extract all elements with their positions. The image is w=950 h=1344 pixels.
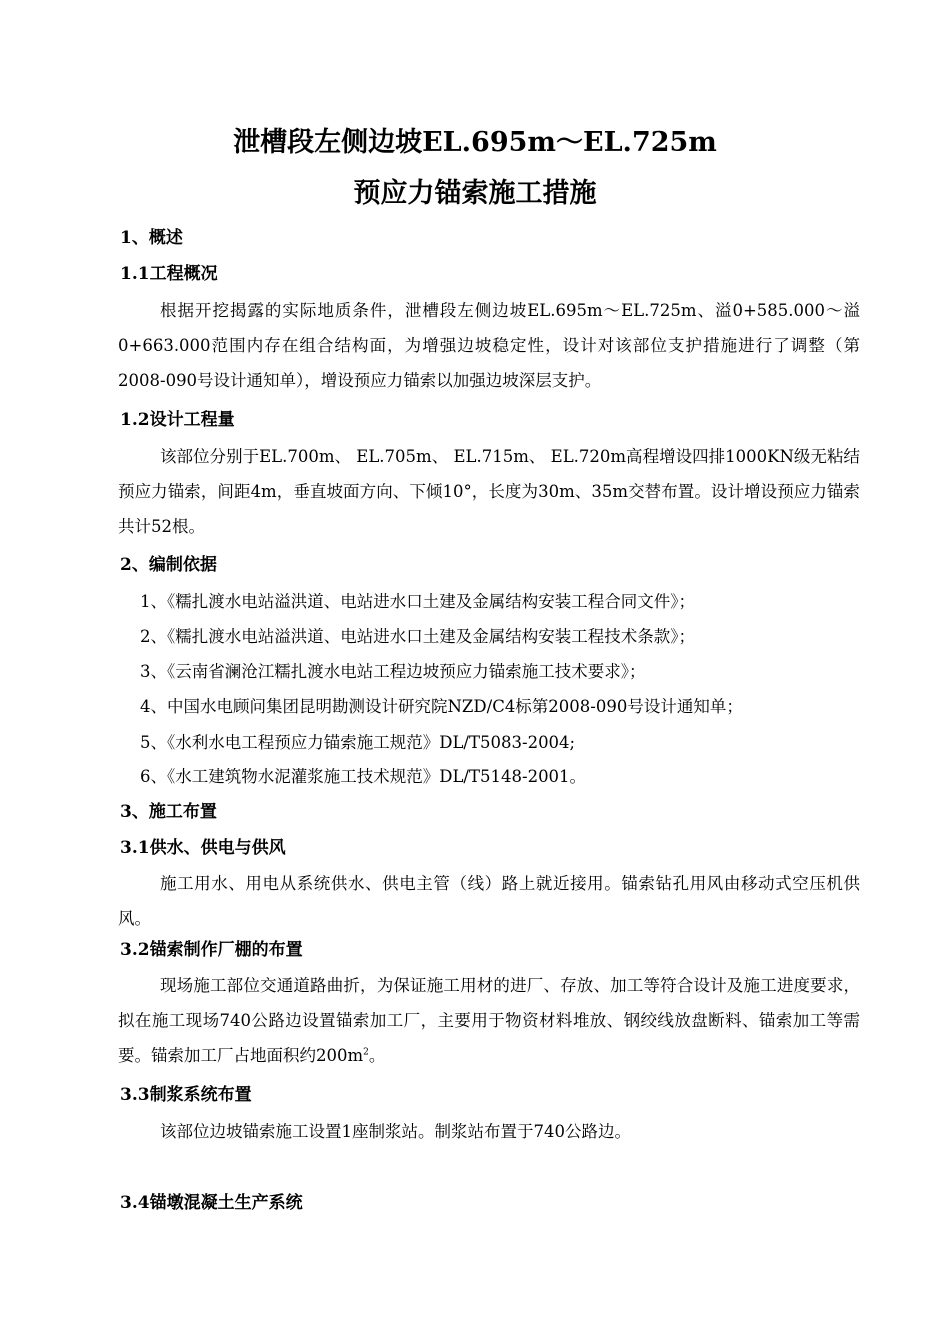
paragraph-1-1: 根据开挖揭露的实际地质条件，泄槽段左侧边坡EL.695m～EL.725m、溢0+585.000～溢0+663.000范围内存在组合结构面，为增强边坡稳定性，设计对该部位支护措施进行了调整（第2008-090号设计通知单），增设预应力锚索以加强边坡深层支护。 (118, 301, 860, 390)
paragraph-3-1: 施工用水、用电从系统供水、供电主管（线）路上就近接用。锚索钻孔用风由移动式空压机供风。 (118, 874, 860, 928)
superscript-2: 2 (363, 1047, 369, 1058)
section-3-2-heading: 3.2锚索制作厂棚的布置 (120, 940, 303, 960)
paragraph-3-2-end: 。 (368, 1046, 386, 1065)
title-line-1: 泄槽段左侧边坡EL.695m～EL.725m (233, 127, 717, 158)
paragraph-3-2-text: 现场施工部位交通道路曲折，为保证施工用材的进厂、存放、加工等符合设计及施工进度要求，拟在施工现场740公路边设置锚索加工厂，主要用于物资材料堆放、钢绞线放盘断料、锚索加工等需要。锚索加工厂占地面积约200m (118, 976, 860, 1065)
basis-item-5: 5、《水利水电工程预应力锚索施工规范》DL/T5083-2004; (140, 733, 576, 752)
section-3-4-heading: 3.4锚墩混凝土生产系统 (120, 1193, 303, 1213)
basis-item-2: 2、《糯扎渡水电站溢洪道、电站进水口土建及金属结构安装工程技术条款》； (140, 627, 695, 646)
basis-item-6: 6、《水工建筑物水泥灌浆施工技术规范》DL/T5148-2001。 (140, 767, 587, 786)
title-line-2: 预应力锚索施工措施 (353, 178, 597, 209)
basis-item-1: 1、《糯扎渡水电站溢洪道、电站进水口土建及金属结构安装工程合同文件》； (140, 592, 695, 611)
section-2-heading: 2、编制依据 (120, 555, 217, 575)
section-1-1-heading: 1.1工程概况 (120, 264, 218, 284)
section-3-3-heading: 3.3制浆系统布置 (120, 1085, 252, 1105)
basis-item-4: 4、中国水电顾问集团昆明勘测设计研究院NZD/C4标第2008-090号设计通知单； (140, 697, 743, 716)
paragraph-1-2: 该部位分别于EL.700m、 EL.705m、 EL.715m、 EL.720m高程增设四排1000KN级无粘结预应力锚索，间距4m，垂直坡面方向、下倾10°，长度为30m、35m交替布置。设计增设预应力锚索共计52根。 (118, 447, 860, 536)
basis-item-3: 3、《云南省澜沧江糯扎渡水电站工程边坡预应力锚索施工技术要求》； (140, 662, 646, 681)
section-3-heading: 3、施工布置 (120, 802, 217, 822)
paragraph-3-2 (118, 968, 860, 1073)
section-1-heading: 1、概述 (120, 228, 183, 248)
section-3-1-heading: 3.1供水、供电与供风 (120, 838, 286, 858)
section-1-2-heading: 1.2设计工程量 (120, 410, 235, 430)
paragraph-3-3: 该部位边坡锚索施工设置1座制浆站。制浆站布置于740公路边。 (160, 1122, 631, 1141)
